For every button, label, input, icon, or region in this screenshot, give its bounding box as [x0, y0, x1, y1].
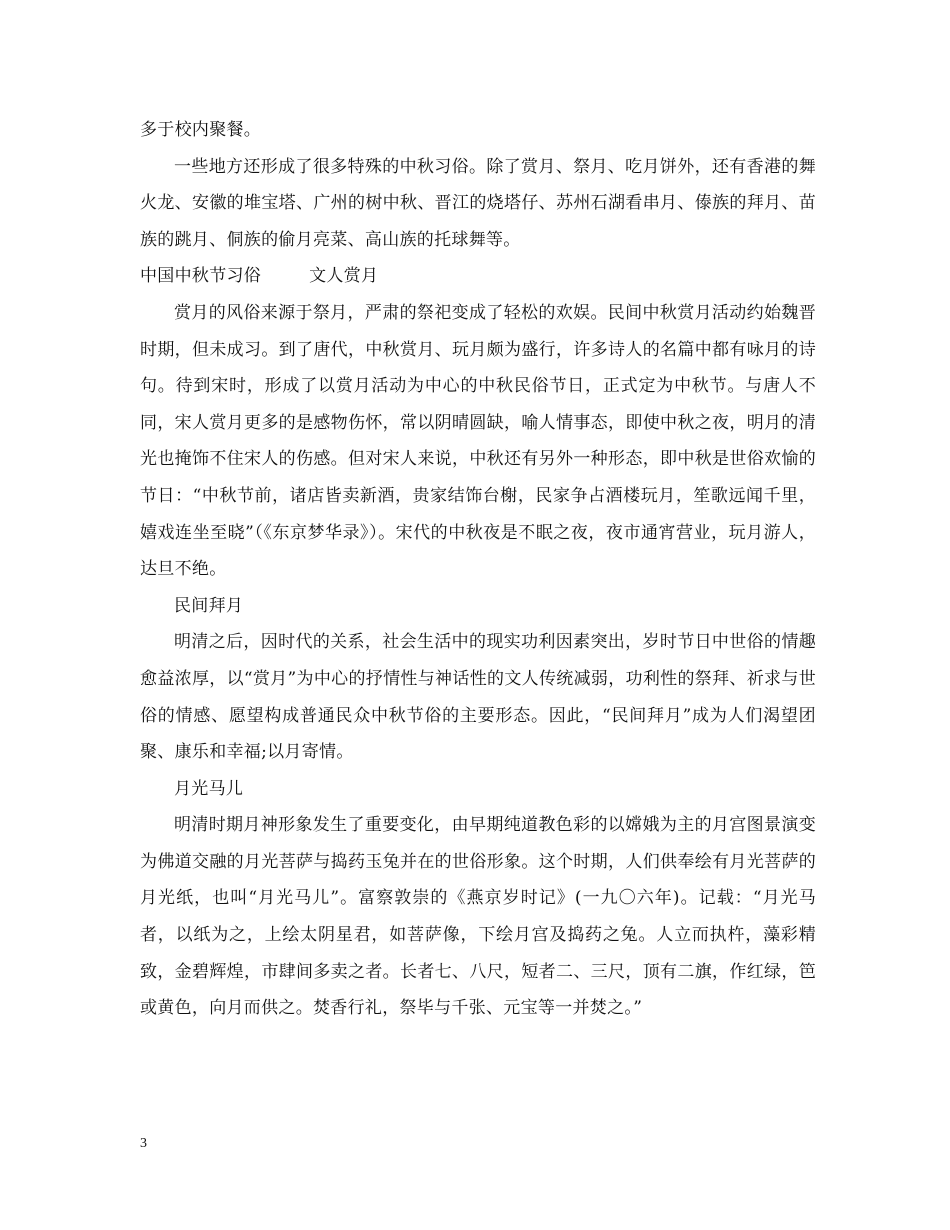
page-number: 3: [140, 1136, 147, 1151]
paragraph-scholar-moon-viewing: 赏月的风俗来源于祭月，严肃的祭祀变成了轻松的欢娱。民间中秋赏月活动约始魏晋时期，但未成习。到了唐代，中秋赏月、玩月颇为盛行，许多诗人的名篇中都有咏月的诗句。待到宋时，形成了以赏月活动为中心的中秋民俗节日，正式定为中秋节。与唐人不同，宋人赏月更多的是感物伤怀，常以阴晴圆缺，喻人情事态，即使中秋之夜，明月的清光也掩饰不住宋人的伤感。但对宋人来说，中秋还有另外一种形态，即中秋是世俗欢愉的节日：“中秋节前，诸店皆卖新酒，贵家结饰台榭，民家争占酒楼玩月，笙歌远闻千里，嬉戏连坐至晓”（《东京梦华录》）。宋代的中秋夜是不眠之夜，夜市通宵营业，玩月游人，达旦不绝。: [140, 302, 816, 580]
subheading-folk-moon-worship: 民间拜月: [174, 595, 244, 616]
paragraph-folk-moon-worship: 明清之后，因时代的关系，社会生活中的现实功利因素突出，岁时节日中世俗的情趣愈益浓厚，以“赏月”为中心的抒情性与神话性的文人传统减弱，功利性的祭拜、祈求与世俗的情感、愿望构成普通民众中秋节俗的主要形态。因此，“民间拜月”成为人们渴望团聚、康乐和幸福;以月寄情。: [140, 632, 816, 763]
paragraph-continuation: 多于校内聚餐。: [140, 120, 262, 140]
document-body: [140, 112, 816, 1027]
paragraph-moonlight-horse: 明清时期月神形象发生了重要变化，由早期纯道教色彩的以嫦娥为主的月宫图景演变为佛道交融的月光菩萨与捣药玉兔并在的世俗形象。这个时期，人们供奉绘有月光菩萨的月光纸，也叫“月光马儿”。富察敦崇的《燕京岁时记》(一九〇六年)。记载：“月光马者，以纸为之，上绘太阴星君，如菩萨像，下绘月宫及捣药之兔。人立而执杵，藻彩精致，金碧辉煌，市肆间多卖之者。长者七、八尺，短者二、三尺，顶有二旗，作红绿，笆或黄色，向月而供之。焚香行礼，祭毕与千张、元宝等一并焚之。”: [140, 815, 816, 1019]
subheading-moonlight-horse: 月光马儿: [174, 778, 244, 799]
section-heading: [140, 258, 816, 295]
paragraph-special-customs: 一些地方还形成了很多特殊的中秋习俗。除了赏月、祭月、吃月饼外，还有香港的舞火龙、安徽的堆宝塔、广州的树中秋、晋江的烧塔仔、苏州石湖看串月、傣族的拜月、苗族的跳月、侗族的偷月亮菜、高山族的托球舞等。: [140, 156, 816, 250]
section-heading-subtitle: 文人赏月: [309, 266, 379, 287]
section-heading-title: 中国中秋节习俗: [140, 266, 262, 287]
